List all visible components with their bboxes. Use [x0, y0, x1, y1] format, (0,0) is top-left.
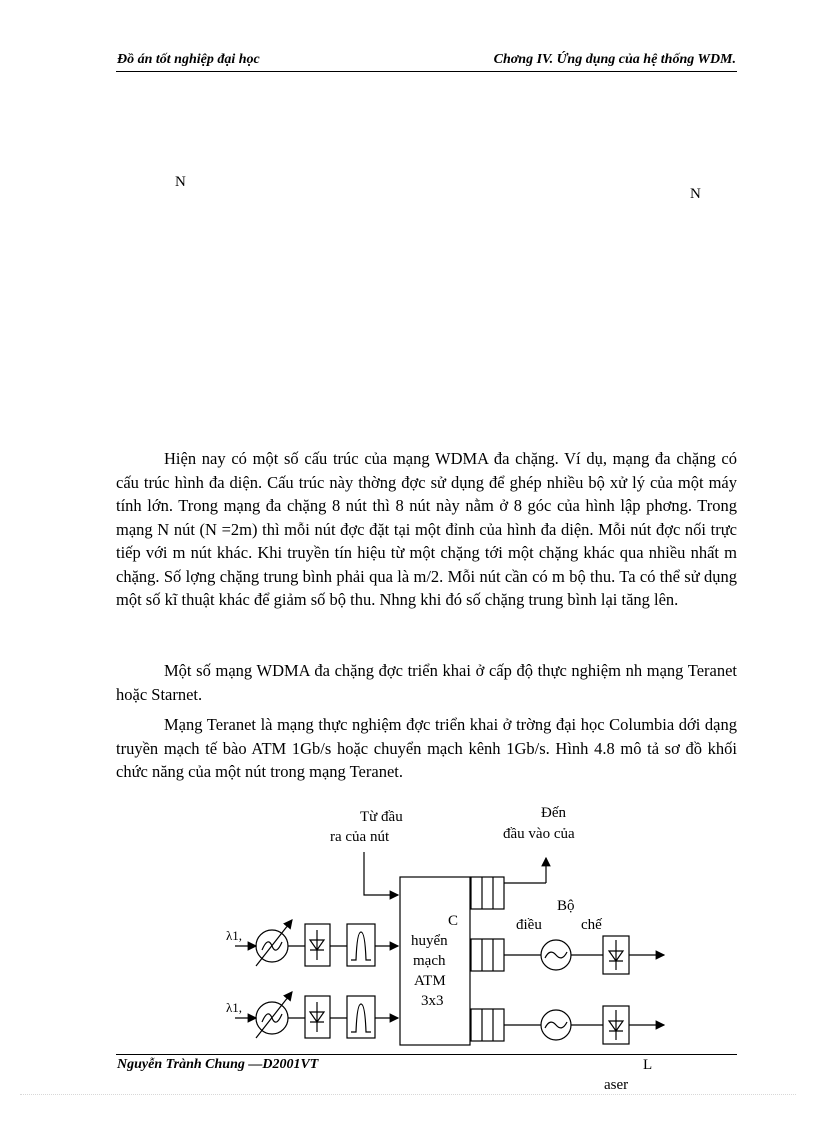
diagram-output-label-1: Đến — [541, 805, 566, 821]
node-output-arrow — [364, 852, 398, 895]
footer-author: Nguyễn Trành Chung —D2001VT — [117, 1057, 319, 1072]
laser-label-aser: aser — [604, 1077, 629, 1093]
switch-label-5: 3x3 — [421, 993, 444, 1009]
diagram-output-label-2: đầu vào của — [503, 826, 575, 842]
switch-label-2: huyển — [411, 933, 448, 949]
lambda-label-1: λ1, — [226, 928, 243, 943]
figure-label-left: N — [175, 174, 186, 190]
queue-buffer-2 — [471, 939, 504, 971]
header-left: Đồ án tốt nghiệp đại học — [117, 52, 260, 67]
modulator-label-bo: Bộ — [557, 898, 575, 914]
page-bottom-divider — [20, 1094, 796, 1095]
figure-label-right: N — [690, 186, 701, 202]
switch-label-3: mạch — [413, 953, 446, 969]
switch-label-1: C — [448, 913, 459, 929]
header-right: Chơng IV. Ứng dụng của hệ thống WDM. — [493, 52, 736, 67]
paragraph-2: Một số mạng WDMA đa chặng đợc triển khai ở cấp độ thực nghiệm nh mạng Teranet hoặc Starnet. — [116, 661, 737, 704]
footer-rule — [116, 1054, 737, 1055]
switch-label-4: ATM — [414, 973, 446, 989]
diagram-input-label-1: Từ đầu — [360, 809, 403, 825]
modulator-label-dieu: điều — [516, 917, 542, 933]
paragraph-1: Hiện nay có một số cấu trúc của mạng WDMA đa chặng. Ví dụ, mạng đa chặng có cấu trúc hình đa diện. Cấu trúc này thờng đợc sử dụng để ghép nhiều bộ xử lý của một máy tính lớn. Trong mạng đa chặng 8 nút thì 8 nút này nằm ở 8 góc của hình lập phơng. Trong mạng N nút (N =2m) thì mỗi nút đợc đặt tại một đỉnh của hình đa diện. Mỗi nút đợc nối trực tiếp với m nút khác. Khi truyền tín hiệu từ một chặng tới một chặng khác qua nhiều nhất m chặng. Số lợng chặng trung bình phải qua là m/2. Mỗi nút cần có m bộ thu. Ta có thể sử dụng một số kĩ thuật khác để giảm số bộ thu. Nhng khi đó số chặng trung bình lại tăng lên. — [116, 449, 737, 609]
laser-label-l: L — [643, 1057, 653, 1073]
lambda-label-2: λ1, — [226, 1000, 243, 1015]
modulator-label-che: chế — [581, 917, 602, 933]
queue-buffer-3 — [471, 1009, 504, 1041]
paragraph-3: Mạng Teranet là mạng thực nghiệm đợc triển khai ở trờng đại học Columbia dới dạng truyền mạch tế bào ATM 1Gb/s hoặc chuyển mạch kênh 1Gb/s. Hình 4.8 mô tả sơ đồ khối chức năng của một nút trong mạng Teranet. — [116, 715, 737, 781]
diagram-input-label-2: ra của nút — [330, 829, 390, 845]
queue-buffer-1 — [471, 877, 504, 909]
